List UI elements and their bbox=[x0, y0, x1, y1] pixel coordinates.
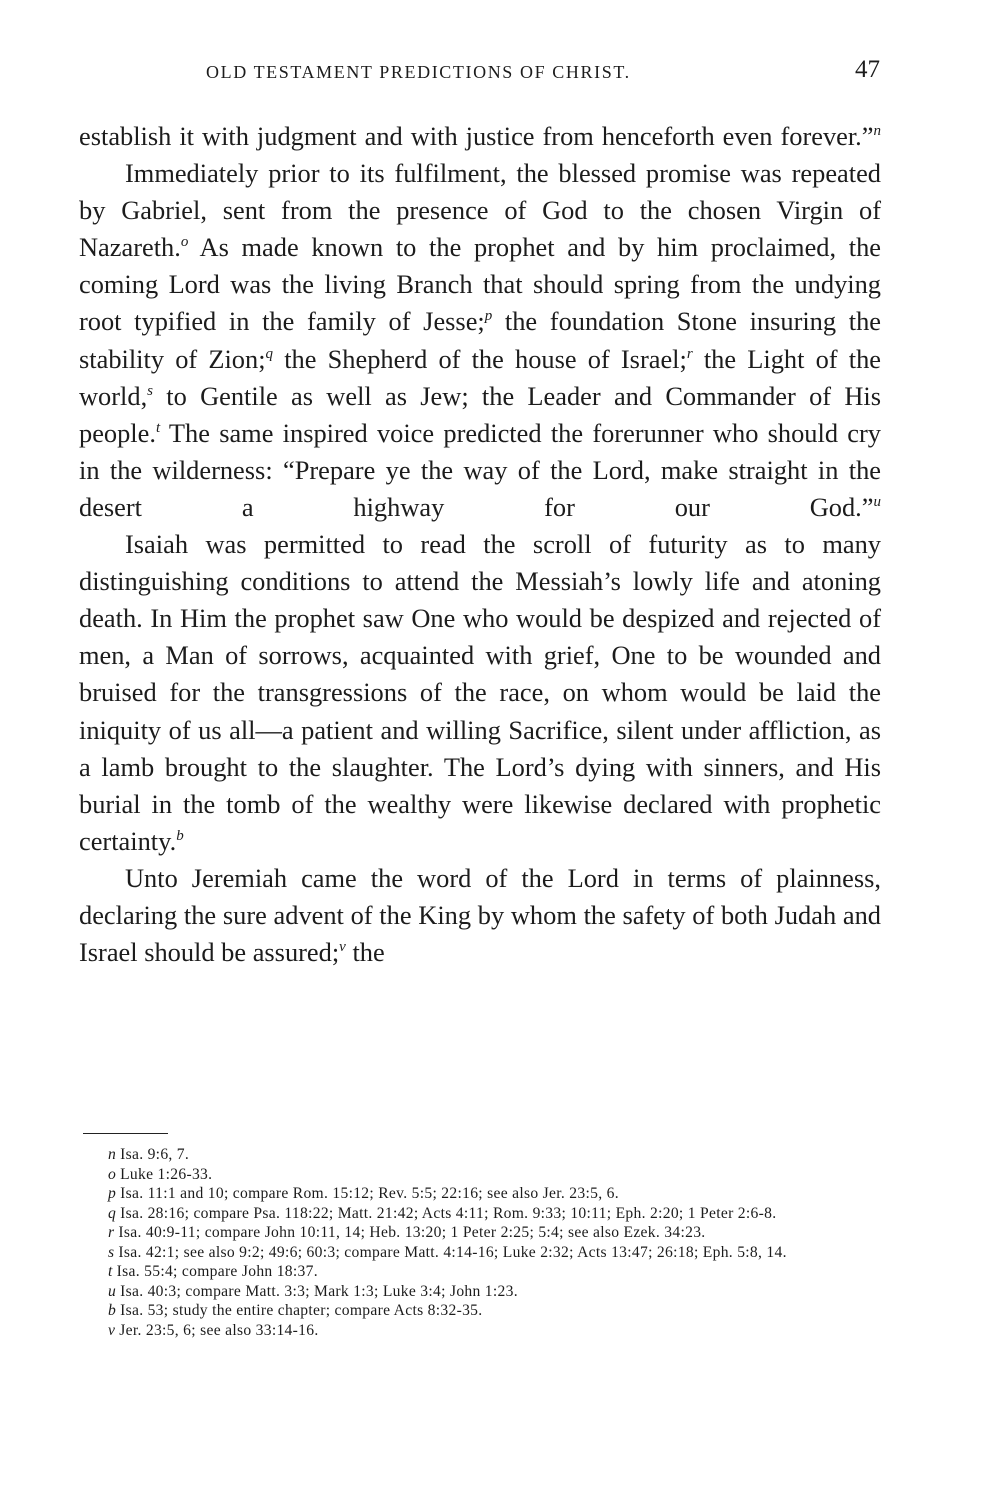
footnote-o bbox=[80, 1165, 880, 1185]
footnote-mark: r bbox=[108, 1224, 115, 1241]
footnote-n bbox=[80, 1145, 880, 1165]
footnote-text: Jer. 23:5, 6; see also 33:14-16. bbox=[119, 1321, 319, 1339]
paragraph-text: the bbox=[345, 937, 385, 968]
footnote-ref-q: q bbox=[265, 345, 274, 362]
footnote-text: Isa. 40:3; compare Matt. 3:3; Mark 1:3; Luke 3:4; John 1:23. bbox=[120, 1282, 518, 1300]
footnote-ref-p: p bbox=[484, 308, 493, 325]
footnote-ref-r: r bbox=[686, 345, 693, 362]
footnote-text: Isa. 40:9-11; compare John 10:11, 14; Heb. 13:20; 1 Peter 2:25; 5:4; see also Ezek. 34:23. bbox=[118, 1224, 706, 1241]
paragraph-text: establish it with judgment and with justice from henceforth even forever.” bbox=[79, 121, 874, 151]
page-number: 47 bbox=[855, 56, 880, 83]
running-title: OLD TESTAMENT PREDICTIONS OF CHRIST. bbox=[206, 62, 631, 82]
footnote-text: Isa. 53; study the entire chapter; compare Acts 8:32-35. bbox=[120, 1302, 483, 1319]
footnote-ref-n: n bbox=[873, 123, 881, 140]
footnote-ref-u: u bbox=[873, 494, 881, 511]
footnote-ref-s: s bbox=[147, 382, 154, 399]
paragraph-text: the Shepherd of the house of Israel; bbox=[273, 343, 687, 374]
paragraph-4 bbox=[79, 860, 881, 971]
paragraph-3 bbox=[79, 526, 881, 860]
footnote-mark: n bbox=[108, 1146, 117, 1163]
footnote-s bbox=[80, 1243, 880, 1263]
footnote-mark: v bbox=[108, 1321, 116, 1339]
footnote-t bbox=[80, 1262, 880, 1282]
paragraph-text: As made known to the prophet and by him proclaimed, the coming Lord was the living Branch that should spring from the undying root typified in the family of Jesse; bbox=[79, 232, 881, 337]
footnote-b bbox=[80, 1301, 880, 1321]
footnote-mark: o bbox=[108, 1165, 117, 1183]
footnote-p bbox=[80, 1184, 880, 1204]
paragraph-text: The same inspired voice predicted the forerunner who should cry in the wilderness: “Prepare ye the way of the Lord, make straight in the desert a highway for our God.” bbox=[79, 417, 881, 522]
footnote-text: Isa. 11:1 and 10; compare Rom. 15:12; Rev. 5:5; 22:16; see also Jer. 23:5, 6. bbox=[120, 1185, 619, 1202]
paragraph-text: to Gentile as well as Jew; the Leader and Commander of His people. bbox=[79, 380, 881, 448]
footnote-ref-b: b bbox=[176, 827, 184, 844]
paragraph-text: the foundation Stone insuring the stability of Zion; bbox=[79, 306, 881, 374]
footnote-u bbox=[80, 1282, 880, 1302]
footnote-mark: s bbox=[108, 1243, 115, 1261]
paragraph-1 bbox=[79, 118, 881, 155]
paragraph-2 bbox=[79, 155, 881, 526]
footnote-text: Isa. 9:6, 7. bbox=[120, 1146, 190, 1163]
paragraph-text: Isaiah was permitted to read the scroll of futurity as to many distinguishing conditions to attend the Messiah’s lowly life and atoning death. In Him the prophet saw One who would be despized and rejected of men, a Man of sorrows, acquainted with grief, One to be wounded and bruised for the transgressions of the race, on whom would be laid the iniquity of us all—a patient and willing Sacrifice, silent under affliction, as a lamb brought to the slaughter. The Lord’s dying with sinners, and His burial in the tomb of the wealthy were likewise declared with prophetic certainty. bbox=[79, 529, 881, 856]
footnote-text: Isa. 55:4; compare John 18:37. bbox=[116, 1263, 318, 1280]
paragraph-text: the Light of the world, bbox=[79, 343, 881, 411]
paragraph-text: Immediately prior to its fulfilment, the blessed promise was repeated by Gabriel, sent from the presence of God to the chosen Virgin of Nazareth. bbox=[79, 158, 881, 263]
footnote-ref-o: o bbox=[180, 234, 189, 251]
footnote-r bbox=[80, 1223, 880, 1243]
footnote-mark: p bbox=[108, 1185, 117, 1202]
footnote-q bbox=[80, 1204, 880, 1224]
footnote-ref-t: t bbox=[155, 419, 161, 436]
footnote-mark: t bbox=[108, 1263, 113, 1280]
footnote-mark: u bbox=[108, 1282, 117, 1300]
footnote-mark: q bbox=[108, 1204, 117, 1222]
footnote-rule bbox=[83, 1133, 168, 1134]
page-header bbox=[78, 56, 880, 96]
body-text bbox=[79, 118, 881, 971]
footnote-text: Isa. 42:1; see also 9:2; 49:6; 60:3; compare Matt. 4:14-16; Luke 2:32; Acts 13:47; 26:18; Eph. 5:8, 14. bbox=[118, 1243, 787, 1261]
footnote-text: Isa. 28:16; compare Psa. 118:22; Matt. 21:42; Acts 4:11; Rom. 9:33; 10:11; Eph. 2:20; 1 Peter 2:6-8. bbox=[120, 1204, 777, 1222]
footnote-text: Luke 1:26-33. bbox=[120, 1165, 213, 1183]
footnotes bbox=[80, 1145, 880, 1340]
paragraph-text: Unto Jeremiah came the word of the Lord in terms of plainness, declaring the sure advent of the King by whom the safety of both Judah and Israel should be assured; bbox=[79, 862, 881, 968]
footnote-v bbox=[80, 1321, 880, 1341]
footnote-ref-v: v bbox=[339, 939, 346, 956]
footnote-mark: b bbox=[108, 1302, 117, 1319]
